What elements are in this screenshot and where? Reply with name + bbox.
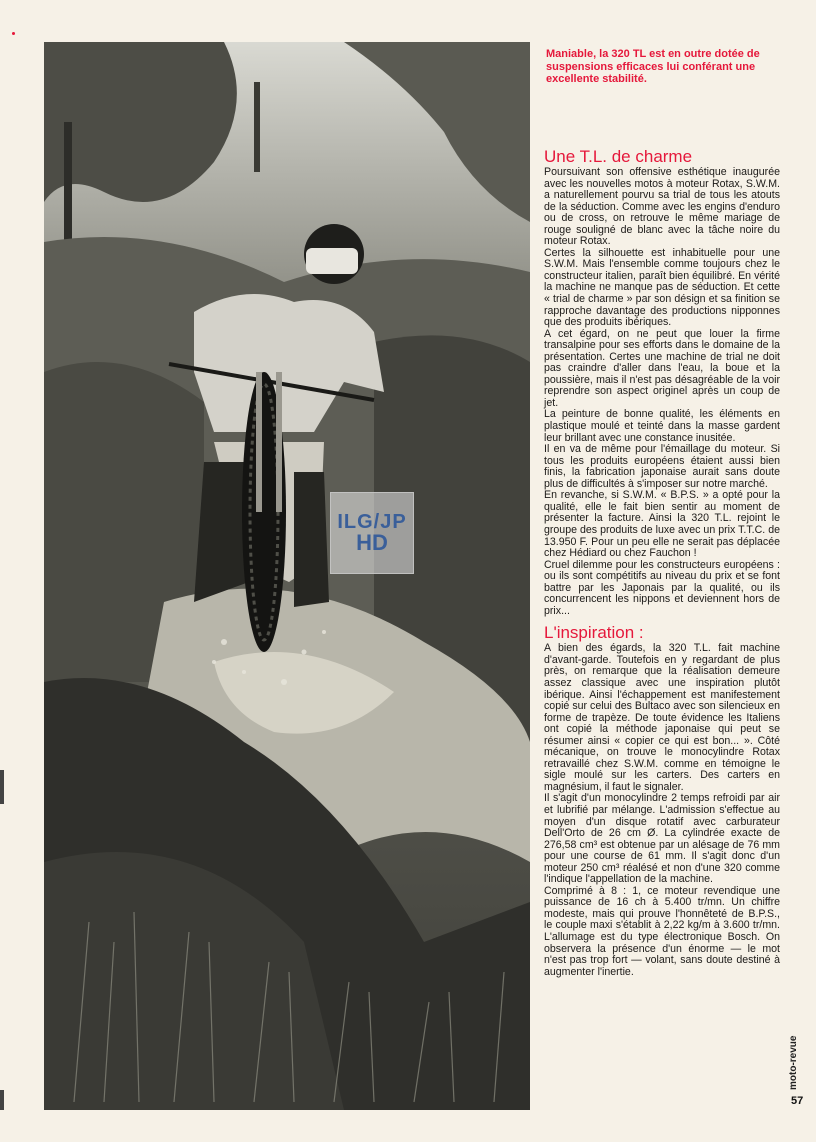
photo-caption: Maniable, la 320 TL est en outre dotée de suspensions efficaces lui conférant une excellente stabilité. — [546, 48, 760, 85]
print-dot — [12, 32, 15, 35]
paragraph: A bien des égards, la 320 T.L. fait machine d'avant-garde. Toutefois en y regardant de plus près, on remarque que la réalisation demeure assez classique avec une inspiration plutôt ibérique. Ainsi l'échappement est manifestement copié sur celui des Bultaco avec son silencieux en forme de trapèze. De toute évidence les Italiens ont copié la méthode japonaise qui peut se résumer ainsi « copier ce qui est bon... ». Côté mécanique, on trouve le monocylindre Rotax retravaillé chez S.W.M. comme en témoigne le sigle moulé sur les carters. Des carters en magnésium, il faut le signaler. — [544, 642, 780, 793]
watermark-bottom: HD — [356, 530, 388, 555]
paragraph: Comprimé à 8 : 1, ce moteur revendique une puissance de 16 ch à 5.400 tr/mn. Un chiffre modeste, mais qui prouve l'honnêteté de B.P.S., le couple maxi s'établit à 2,22 kg/m à 3.600 tr/mn. L'allumage est du type électronique Bosch. On observera la présence d'un énorme — le mot n'est pas trop fort — volant, sans doute destiné à augmenter l'inertie. — [544, 884, 780, 978]
trial-motorcycle-photo — [44, 42, 530, 1110]
paragraph: Certes la silhouette est inhabituelle pour une S.W.M. Mais l'ensemble comme toujours chez le constructeur italien, paraît bien équilibré. En vérité la machine ne manque pas de séduction. Et cette « trial de charme » par son désign et sa finition se rapproche davantage des productions nipponnes que des produits ibériques. — [544, 246, 780, 329]
paragraph: En revanche, si S.W.M. « B.P.S. » a opté pour la qualité, elle le fait bien sentir au moment de présenter la facture. Ainsi la 320 T.L. rejoint le groupe des produits de luxe avec un prix T.T.C. de 13.950 F. Pour un peu elle ne serait pas déplacée chez Hédiard ou chez Fauchon ! — [544, 489, 780, 560]
watermark-logo — [330, 492, 414, 574]
section-title: Une T.L. de charme — [544, 147, 693, 166]
paragraph: Il en va de même pour l'émaillage du moteur. Si tous les produits européens étaient aussi bien finis, la fabrication japonaise aurait sans doute plus de difficultés à s'imposer sur notre marché. — [544, 443, 780, 490]
paragraph: A cet égard, on ne peut que louer la firme transalpine pour ses efforts dans le domaine de la présentation. Certes une machine de trial ne doit pas craindre d'aller dans l'eau, la boue et la poussière, mais il n'est pas désagréable de la voir reprendre son aspect originel après un coup de jet. — [544, 327, 780, 409]
page-number: 57 — [791, 1095, 804, 1107]
article-column — [544, 148, 780, 978]
magazine-name: moto-revue — [788, 1035, 799, 1090]
margin-mark — [0, 770, 4, 804]
watermark-top: ILG/JP — [337, 511, 407, 533]
photo-illustration — [44, 42, 530, 1110]
section-title: L'inspiration : — [544, 623, 644, 643]
paragraph: Poursuivant son offensive esthétique inaugurée avec les nouvelles motos à moteur Rotax, S.W.M. a naturellement pourvu sa trial de tous les atouts de la séduction. Comme avec les engins d'enduro ou de cross, on retrouve le même mariage de rouge souligné de blanc avec la tâche noire du moteur Rotax. — [544, 166, 780, 248]
margin-mark — [0, 1090, 4, 1110]
paragraph: La peinture de bonne qualité, les éléments en plastique moulé et teinté dans la masse gardent leur brillant avec une constance inusitée. — [544, 408, 780, 444]
paragraph: Il s'agit d'un monocylindre 2 temps refroidi par air et lubrifié par mélange. L'admission s'effectue au moyen d'un disque rotatif avec carburateur Dell'Orto de 26 cm Ø. La cylindrée exacte de 276,58 cm³ est obtenue par un alésage de 76 mm pour une course de 61 mm. Il s'agit donc d'un moteur 250 cm³ réalésé et non d'une 320 comme l'indique l'appellation de la machine. — [544, 792, 780, 886]
paragraph: Cruel dilemme pour les constructeurs européens : ou ils sont compétitifs au niveau du prix et se font battre par les Japonais par la qualité, ou ils concurrencent les nippons et deviennent hors de prix... — [544, 558, 780, 617]
